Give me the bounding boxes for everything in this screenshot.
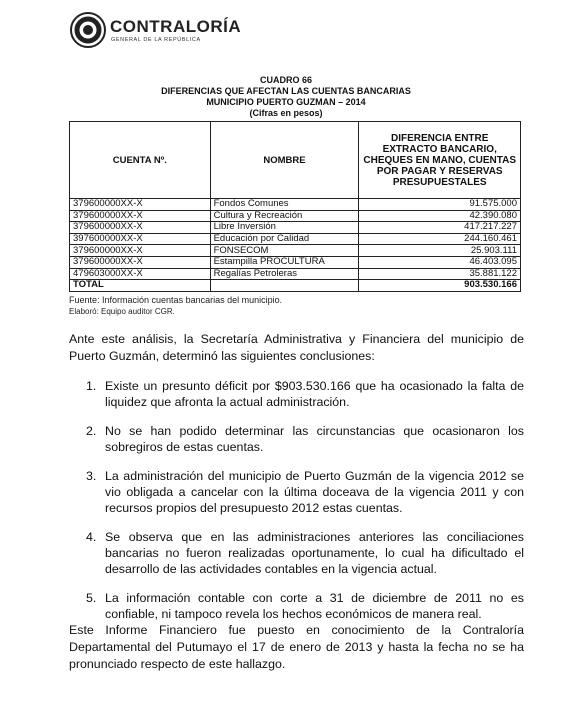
- cell-name: Educación por Calidad: [210, 233, 359, 245]
- list-item: [69, 423, 524, 455]
- item-number: 1.: [86, 379, 97, 393]
- item-text: Existe un presunto déficit por $903.530.166 que ha ocasionado la falta de liquidez que afronta la actual administración.: [105, 379, 524, 409]
- header-name: NOMBRE: [210, 122, 359, 199]
- cell-account: 479603000XX-X: [70, 268, 211, 280]
- item-number: 5.: [86, 591, 97, 605]
- cell-amount: 91.575.000: [359, 199, 521, 211]
- table-row: [70, 222, 521, 234]
- cell-name: Regalías Petroleras: [210, 268, 359, 280]
- list-item: [69, 378, 524, 410]
- cell-account: 379600000XX-X: [70, 256, 211, 268]
- table-row: [70, 210, 521, 222]
- item-number: 2.: [86, 424, 97, 438]
- table-row: [70, 233, 521, 245]
- item-number: 3.: [86, 469, 97, 483]
- item-text: La administración del municipio de Puerto Guzmán de la vigencia 2012 se vio obligada a cancelar con la última doceava de la vigencia 2011 y con recursos propios del presupuesto 2012 estas cuentas.: [105, 469, 524, 515]
- table-units: (Cifras en pesos): [249, 108, 323, 118]
- list-item: [69, 468, 524, 516]
- intro-paragraph: Ante este análisis, la Secretaría Administrativa y Financiera del municipio de Puerto Guzmán, determinó las siguientes conclusiones:: [69, 332, 524, 363]
- item-text: La información contable con corte a 31 de diciembre de 2011 no es confiable, ni tampoco revela los hechos económicos de manera real.: [105, 591, 524, 621]
- header-difference: DIFERENCIA ENTRE EXTRACTO BANCARIO, CHEQUES EN MANO, CUENTAS POR PAGAR Y RESERVAS PRESUPUESTALES: [359, 122, 521, 199]
- header-account-number: CUENTA Nº.: [70, 122, 211, 199]
- list-item: [69, 590, 524, 622]
- item-text: No se han podido determinar las circunstancias que ocasionaron los sobregiros de estas cuentas.: [105, 424, 524, 454]
- cell-amount: 35.881.122: [359, 268, 521, 280]
- table-header-row: [70, 122, 521, 199]
- cell-amount: 46.403.095: [359, 256, 521, 268]
- cell-name: Estampilla PROCULTURA: [210, 256, 359, 268]
- cell-account: 379600000XX-X: [70, 199, 211, 211]
- table-author-note: Elaboró: Equipo auditor CGR.: [69, 307, 175, 316]
- cell-account: 379600000XX-X: [70, 222, 211, 234]
- cell-account: 379600000XX-X: [70, 210, 211, 222]
- table-row: [70, 245, 521, 257]
- cell-name: Cultura y Recreación: [210, 210, 359, 222]
- table-row: [70, 268, 521, 280]
- contraloria-seal-icon: [70, 12, 106, 48]
- cell-amount: 42.390.080: [359, 210, 521, 222]
- cell-amount: 244.160.461: [359, 233, 521, 245]
- bank-accounts-table: [69, 121, 521, 292]
- table-title: DIFERENCIAS QUE AFECTAN LAS CUENTAS BANCARIAS: [161, 86, 411, 96]
- table-row: [70, 256, 521, 268]
- org-name: CONTRALORÍA: [110, 17, 242, 36]
- conclusions-list: [69, 378, 524, 635]
- table-source-note: Fuente: Información cuentas bancarias del municipio.: [69, 295, 283, 305]
- total-label: TOTAL: [70, 280, 211, 292]
- org-subtitle: GENERAL DE LA REPÚBLICA: [111, 37, 201, 43]
- total-amount: 903.530.166: [359, 280, 521, 292]
- closing-paragraph: Este Informe Financiero fue puesto en conocimiento de la Contraloría Departamental del Putumayo el 17 de enero de 2013 y hasta la fecha no se ha pronunciado respecto de este hallazgo.: [69, 623, 524, 671]
- total-name-empty: [210, 280, 359, 292]
- cell-name: Fondos Comunes: [210, 199, 359, 211]
- list-item: [69, 529, 524, 577]
- cell-amount: 25.903.111: [359, 245, 521, 257]
- table-subtitle: MUNICIPIO PUERTO GUZMAN – 2014: [206, 97, 366, 107]
- item-text: Se observa que en las administraciones anteriores las conciliaciones bancarias no fueron realizadas oportunamente, lo cual ha dificultado el desarrollo de las actividades contables en la vigencia actual.: [105, 530, 524, 576]
- cell-name: FONSECOM: [210, 245, 359, 257]
- cell-account: 379600000XX-X: [70, 245, 211, 257]
- cell-name: Libre Inversión: [210, 222, 359, 234]
- item-number: 4.: [86, 530, 97, 544]
- cell-amount: 417.217.227: [359, 222, 521, 234]
- contraloria-logo: [70, 12, 290, 52]
- table-number: CUADRO 66: [259, 75, 312, 85]
- cell-account: 397600000XX-X: [70, 233, 211, 245]
- table-total-row: [70, 280, 521, 292]
- table-row: [70, 199, 521, 211]
